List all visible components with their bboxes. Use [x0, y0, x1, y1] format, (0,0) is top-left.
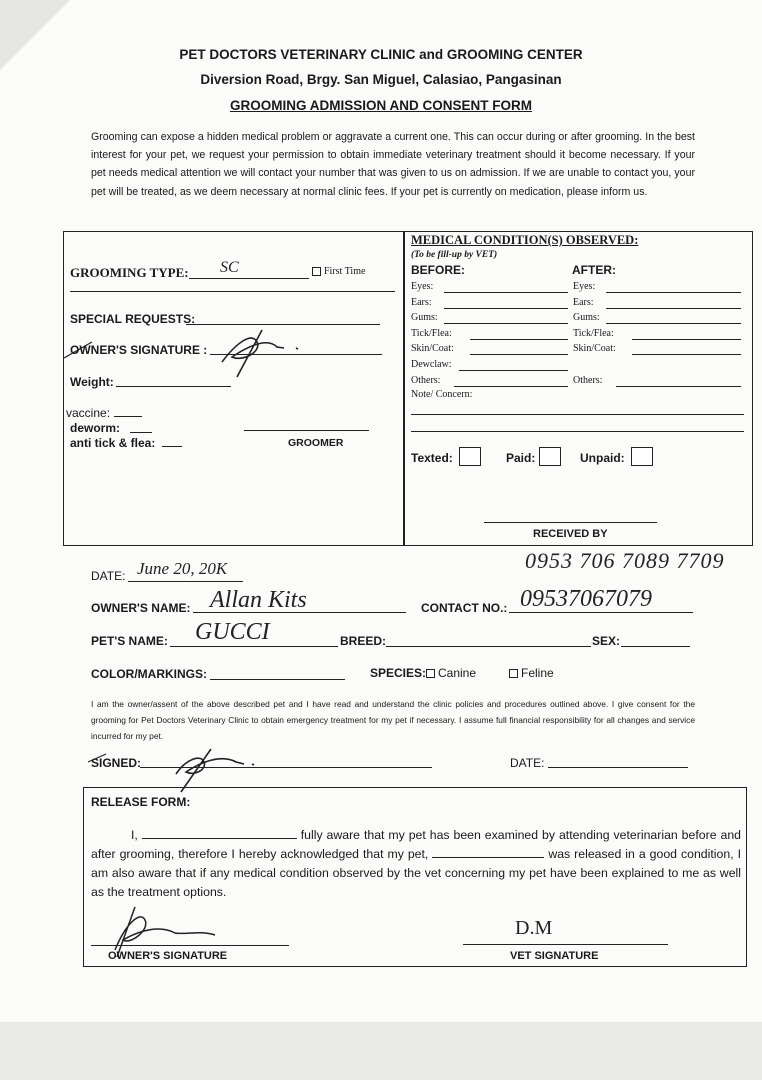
release-part2: was released in a good condition, I am also aware that if any medical condition observed by the vet concerning my pet have been explained to me as well as the treatment options. — [91, 847, 742, 899]
before-item-line[interactable] — [454, 386, 568, 387]
release-vet-sig-line — [463, 944, 668, 945]
release-i: I, — [131, 828, 138, 842]
release-owner-sig-label: OWNER'S SIGNATURE — [108, 950, 228, 962]
before-item: Others: — [411, 374, 441, 386]
owner-signature-scribble — [62, 322, 322, 382]
release-part1: fully aware that my pet has been examined by attending veterinarian before and after grooming, therefore I hereby acknowledged that my pet, — [91, 828, 741, 861]
after-item-line[interactable] — [632, 339, 741, 340]
vaccine-label: vaccine: — [66, 406, 111, 420]
sex-line — [621, 646, 690, 647]
pet-name-line — [170, 646, 338, 647]
clinic-name: PET DOCTORS VETERINARY CLINIC and GROOMING CENTER — [179, 47, 583, 62]
vaccine-line — [114, 416, 142, 417]
breed-line — [386, 646, 591, 647]
owner-signature-label: OWNER'S SIGNATURE : — [70, 343, 208, 357]
date-line — [128, 581, 243, 582]
unpaid-checkbox[interactable] — [631, 447, 653, 466]
signed-label: SIGNED: — [91, 756, 142, 770]
signed-date-line — [548, 767, 688, 768]
groomer-label: GROOMER — [288, 437, 344, 449]
special-requests-label: SPECIAL REQUESTS: — [70, 312, 196, 326]
before-item: Dewclaw: — [411, 359, 452, 370]
after-item-line[interactable] — [606, 323, 742, 324]
texted-label: Texted: — [411, 451, 453, 465]
medical-subtitle: (To be fill-up by VET) — [411, 250, 498, 260]
species-label: SPECIES: — [370, 666, 427, 680]
release-name-blank[interactable] — [142, 827, 297, 839]
after-item: Ears: — [573, 296, 594, 308]
date-label: DATE: — [91, 569, 126, 583]
feline-label: Feline — [521, 666, 554, 680]
contact-label: CONTACT NO.: — [421, 601, 508, 615]
consent-paragraph: I am the owner/assent of the above described pet and I have read and understand the clinic policies and procedures outlined above. I give consent for the grooming for Pet Doctors Veterinary Clinic to obtain emergency treatment for my pet if necessary. I assume full financial responsibility for all changes and service incurred for my pet. — [91, 699, 695, 741]
deworm-line — [130, 432, 152, 433]
after-item: Skin/Coat: — [573, 343, 616, 355]
form-title: GROOMING ADMISSION AND CONSENT FORM — [230, 98, 532, 113]
signed-date-label: DATE: — [510, 756, 545, 770]
before-item: Ears: — [411, 296, 432, 308]
owner-name-label: OWNER'S NAME: — [91, 601, 191, 615]
scan-bottom-edge — [0, 1022, 762, 1080]
canine-option[interactable] — [426, 666, 476, 680]
box-divider — [403, 232, 405, 545]
grooming-type-line-2 — [70, 291, 395, 292]
breed-label: BREED: — [340, 634, 387, 648]
intro-paragraph: Grooming can expose a hidden medical problem or aggravate a current one. This can occur during or after grooming. In the best interest for your pet, we request your permission to obtain immediate veterinary treatment should it become necessary. If your pet needs medical attention we will contact your number that was given to us on admission. If we are unable to contact you, your pet will be treated, as we deem necessary at normal clinic fees. If your pet is currently on medication, please inform us. — [91, 131, 695, 198]
feline-option[interactable] — [509, 666, 554, 680]
sex-label: SEX: — [592, 634, 621, 648]
color-label: COLOR/MARKINGS: — [91, 667, 207, 681]
before-item-line[interactable] — [470, 354, 568, 355]
grooming-type-line — [189, 278, 309, 279]
after-item: Tick/Flea: — [573, 327, 614, 339]
contact-value: 09537067079 — [520, 586, 652, 612]
unpaid-label: Unpaid: — [580, 451, 625, 465]
clinic-address: Diversion Road, Brgy. San Miguel, Calasiao, Pangasinan — [200, 72, 562, 87]
pet-name-label: PET'S NAME: — [91, 634, 168, 648]
note-line-2 — [411, 431, 744, 432]
before-item: Tick/Flea: — [411, 327, 452, 339]
paid-checkbox[interactable] — [539, 447, 561, 466]
vet-initials: D.M — [515, 917, 553, 939]
after-label: AFTER: — [572, 263, 616, 277]
after-item-line[interactable] — [616, 386, 741, 387]
owner-name-value: Allan Kits — [210, 587, 307, 613]
before-item-line[interactable] — [444, 323, 569, 324]
release-paragraph — [91, 826, 741, 902]
note-line-1 — [411, 414, 744, 415]
texted-checkbox[interactable] — [459, 447, 481, 466]
received-by-label: RECEIVED BY — [533, 528, 608, 540]
before-item: Eyes: — [411, 281, 434, 292]
before-item: Gums: — [411, 312, 438, 324]
date-value: June 20, 20K — [137, 559, 228, 578]
handwritten-phone-top: 0953 706 7089 7709 — [525, 548, 725, 573]
weight-label: Weight: — [70, 375, 114, 389]
after-item: Others: — [573, 374, 603, 386]
after-item: Gums: — [573, 312, 600, 324]
before-item-line[interactable] — [444, 308, 569, 309]
grooming-type-value: SC — [220, 259, 239, 276]
deworm-label: deworm: — [70, 421, 121, 435]
received-by-line — [484, 522, 657, 523]
weight-line — [116, 386, 231, 387]
before-label: BEFORE: — [411, 263, 465, 277]
color-line — [210, 679, 345, 680]
first-time-checkbox[interactable] — [312, 266, 365, 277]
groomer-line — [244, 430, 369, 431]
medical-title: MEDICAL CONDITION(S) OBSERVED: — [411, 233, 639, 247]
paid-label: Paid: — [506, 451, 536, 465]
pet-name-value: GUCCI — [195, 619, 270, 645]
first-time-label: First Time — [324, 266, 366, 277]
before-item-line[interactable] — [470, 339, 568, 340]
note-concern-label: Note/ Concern: — [411, 389, 473, 400]
release-pet-blank[interactable] — [432, 846, 544, 858]
after-item-line[interactable] — [632, 354, 741, 355]
before-item-line[interactable] — [444, 292, 569, 293]
after-item-line[interactable] — [606, 292, 742, 293]
after-item: Eyes: — [573, 281, 596, 292]
before-item: Skin/Coat: — [411, 343, 454, 355]
release-vet-sig-label: VET SIGNATURE — [510, 950, 599, 962]
anti-tick-line — [162, 446, 182, 447]
after-item-line[interactable] — [606, 308, 742, 309]
before-item-line[interactable] — [459, 370, 568, 371]
canine-label: Canine — [438, 666, 477, 680]
release-title: RELEASE FORM: — [91, 795, 191, 809]
anti-tick-label: anti tick & flea: — [70, 436, 156, 450]
grooming-type-label: GROOMING TYPE: — [70, 265, 189, 280]
